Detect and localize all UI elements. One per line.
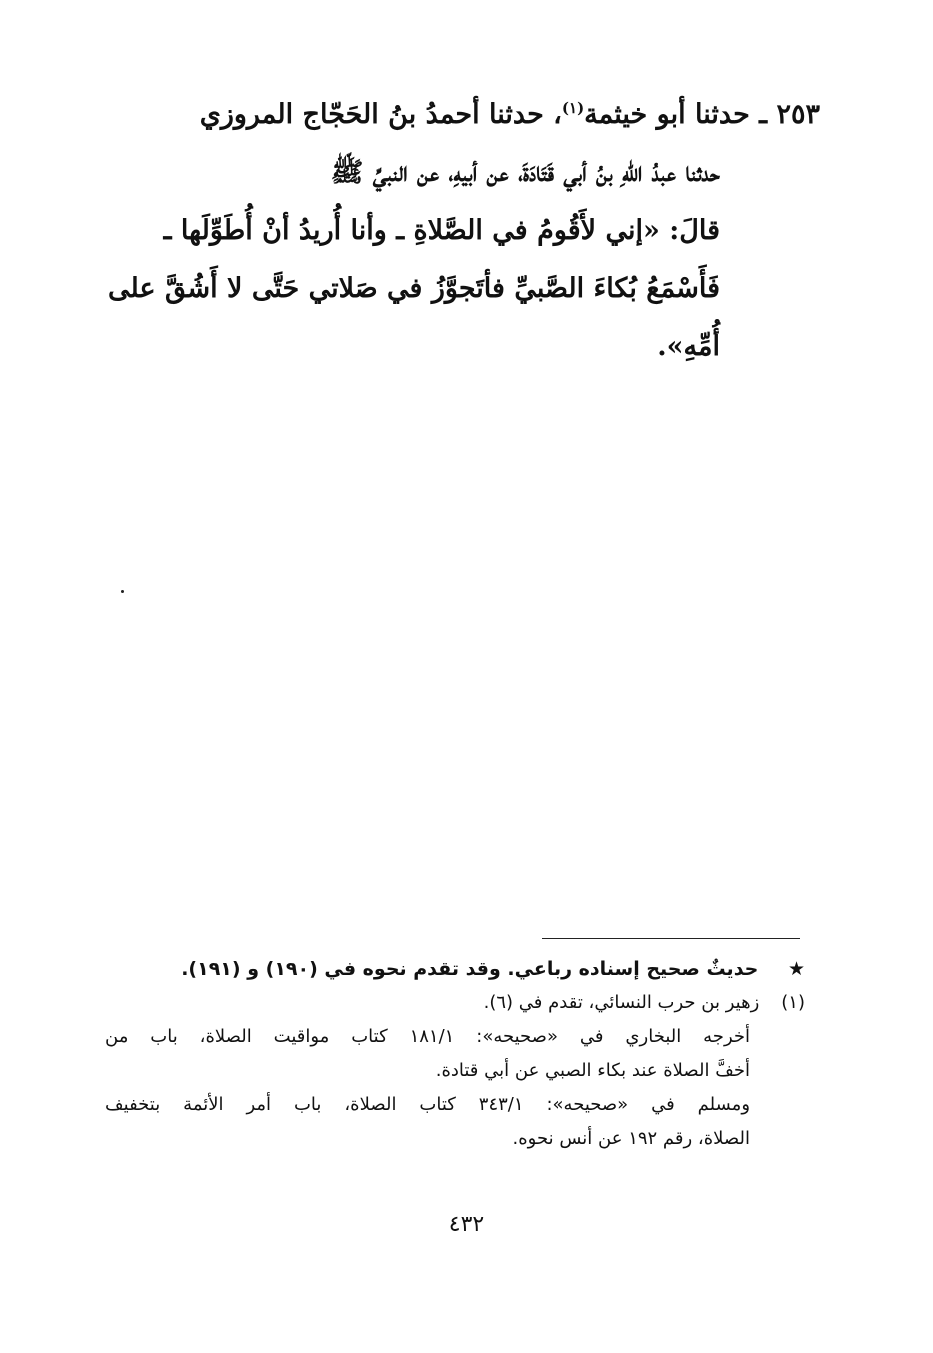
bukhari-reference-line-1: أخرجه البخاري في «صحيحه»: ١٨١/١ كتاب مواقيت الصلاة، باب من bbox=[105, 1026, 750, 1047]
footnotes-section bbox=[105, 952, 805, 1156]
hadith-line-5: أُمِّهِ». bbox=[657, 331, 720, 362]
footnote-reference[interactable]: (١) bbox=[561, 99, 585, 117]
hadith-chain-start: ـ حدثنا أبو خيثمة bbox=[584, 99, 768, 130]
footnote-1-marker: (١) bbox=[781, 992, 805, 1013]
hadith-line-2: حدثنا عبدُ اللهِ بنُ أبي قَتَادَةَ، عن أبيهِ، عن النبيِّ ﷺ bbox=[330, 157, 720, 188]
hadith-line-1 bbox=[100, 86, 820, 144]
footnote-1 bbox=[105, 986, 805, 1020]
footnote-separator bbox=[542, 938, 800, 939]
muslim-reference-line-2: الصلاة، رقم ١٩٢ عن أنس نحوه. bbox=[512, 1128, 750, 1149]
hadith-line-3: قالَ: «إني لأَقُومُ في الصَّلاةِ ـ وأنا أُريدُ أنْ أُطَوِّلَها ـ bbox=[163, 215, 720, 246]
star-icon: ★ bbox=[787, 958, 805, 980]
hadith-text bbox=[100, 86, 820, 376]
grading-note bbox=[105, 952, 805, 986]
footnote-1-text: زهير بن حرب النسائي، تقدم في (٦). bbox=[483, 992, 760, 1013]
grading-text: حديثٌ صحيح إسناده رباعي. وقد تقدم نحوه في (١٩٠) و (١٩١). bbox=[181, 958, 759, 980]
stray-ink-dot bbox=[121, 590, 124, 593]
hadith-line-4: فَأَسْمَعُ بُكاءَ الصَّبيِّ فأتَجوَّزُ في صَلاتي حَتَّى لا أَشُقَّ على bbox=[108, 273, 720, 304]
page-number: ٤٣٢ bbox=[448, 1212, 485, 1237]
hadith-chain-continued: ، حدثنا أحمدُ بنُ الحَجّاج المروزي bbox=[199, 99, 562, 130]
bukhari-reference-line-2: أخفَّ الصلاة عند بكاء الصبي عن أبي قتادة. bbox=[435, 1060, 750, 1081]
hadith-number: ٢٥٣ bbox=[776, 99, 820, 130]
muslim-reference-line-1: ومسلم في «صحيحه»: ٣٤٣/١ كتاب الصلاة، باب أمر الأئمة بتخفيف bbox=[105, 1094, 751, 1115]
